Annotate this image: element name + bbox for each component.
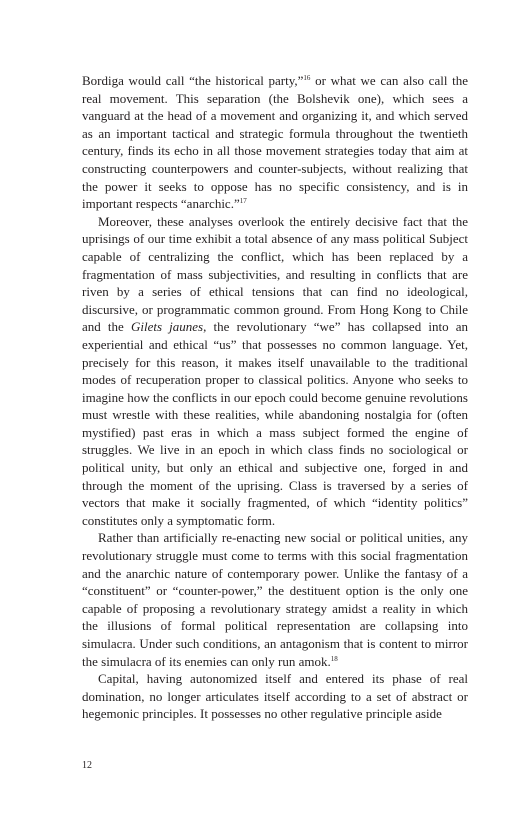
paragraph-4 — [82, 670, 468, 723]
paragraph-2-italic-term: Gilets jaunes — [130, 319, 204, 335]
paragraph-3 — [82, 529, 468, 670]
paragraph-2-text-2: , the revolutionary “we” has collapsed into an experiential and ethical “us” that possesses no common language. Yet, precisely for this reason, it makes itself unavailable to the traditional modes of recuperation proper to classical politics. Anyone who seeks to imagine how the conflicts in our epoch could become genuine revolutions must wrestle with these realities, while abandoning nostalgia for (often mystified) past eras in which a mass subject formed the engine of struggles. We live in an epoch in which class finds no sociological or political unity, but only an ethical and subjective one, forged in and through the moment of the uprising. Class is traversed by a series of vectors that make it socially fragmented, of which “identity politics” constitutes only a symptomatic form. — [82, 319, 468, 528]
page-number: 12 — [82, 760, 92, 771]
paragraph-2 — [82, 213, 468, 530]
paragraph-1-text-1: Bordiga would call “the historical party,” — [82, 73, 304, 88]
footnote-ref-17: 17 — [239, 197, 247, 206]
paragraph-3-text-1: Rather than artificially re-enacting new social or political unities, any revolutionary struggle must come to terms with this social fragmentation and the anarchic nature of contemporary power. Unlike the fantasy of a “constituent” or “counter-power,” the destituent option is the only one capable of proposing a revolutionary strategy amidst a reality in which the illusions of formal political representation are collapsing into simulacra. Under such conditions, an antagonism that is content to mirror the simulacra of its enemies can only run amok. — [82, 530, 468, 669]
footnote-ref-16: 16 — [303, 74, 311, 82]
paragraph-1-text-2: or what we can also call the real movement. This separation (the Bolshevik one), which sees a vanguard at the head of a movement and organizing it, and which served as an important tactical and strategic formula throughout the twentieth century, finds its echo in all those movement strategies today that aim at constructing counterpowers and counter-subjects, without realizing that the power it seeks to oppose has no specific consistency, and is in important respects “anarchic.” — [82, 73, 468, 212]
body-text — [82, 72, 468, 723]
footnote-ref-18: 18 — [330, 654, 338, 663]
paragraph-4-text-1: Capital, having autonomized itself and entered its phase of real domination, no longer articulates itself according to a set of abstract or hegemonic principles. It possesses no other regulative principle aside — [82, 671, 468, 722]
paragraph-2-text-1: Moreover, these analyses overlook the entirely decisive fact that the uprisings of our time exhibit a total absence of any mass political Subject capable of centralizing the conflict, which has been replaced by a fragmentation of mass subjectivities, and resulting in conflicts that are riven by a series of ethical tensions that can find no ideological, discursive, or programmatic common ground. From Hong Kong to Chile and the — [82, 213, 468, 335]
paragraph-1 — [82, 72, 468, 213]
